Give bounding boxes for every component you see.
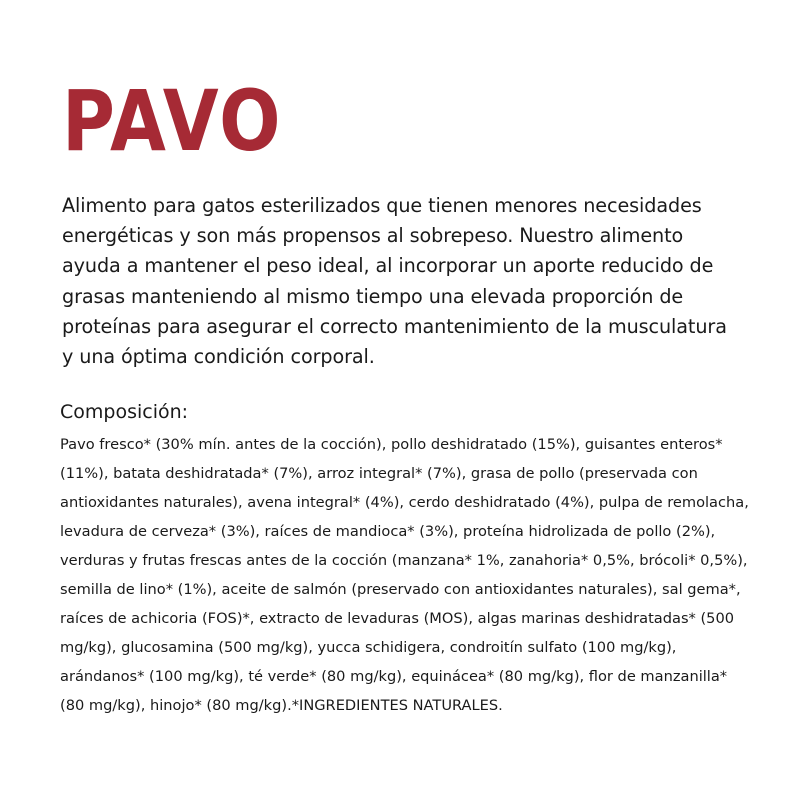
product-title: PAVO	[62, 72, 283, 170]
composition-heading: Composición:	[60, 401, 189, 423]
composition-ingredients: Pavo fresco* (30% mín. antes de la cocción), pollo deshidratado (15%), guisantes enteros* (11%), batata deshidratada* (7%), arroz integral* (7%), grasa de pollo (preservada con antioxidantes naturales), avena integral* (4%), cerdo deshidratado (4%), pulpa de remolacha, levadura de cerveza* (3%), raíces de mandioca* (3%), proteína hidrolizada de pollo (2%), verduras y frutas frescas antes de la cocción (manzana* 1%, zanahoria* 0,5%, brócoli* 0,5%), semilla de lino* (1%), aceite de salmón (preservado con antioxidantes naturales), sal gema*, raíces de achicoria (FOS)*, extracto de levaduras (MOS), algas marinas deshidratadas* (500 mg/kg), glucosamina (500 mg/kg), yucca schidigera, condroitín sulfato (100 mg/kg), arándanos* (100 mg/kg), té verde* (80 mg/kg), equinácea* (80 mg/kg), flor de manzanilla* (80 mg/kg), hinojo* (80 mg/kg).*INGREDIENTES NATURALES.	[60, 436, 749, 714]
product-description: Alimento para gatos esterilizados que tienen menores necesidades energéticas y son más propensos al sobrepeso. Nuestro alimento ayuda a mantener el peso ideal, al incorporar un aporte reducido de grasas manteniendo al mismo tiempo una elevada proporción de proteínas para asegurar el correcto mantenimiento de la musculatura y una óptima condición corporal.	[62, 194, 727, 369]
